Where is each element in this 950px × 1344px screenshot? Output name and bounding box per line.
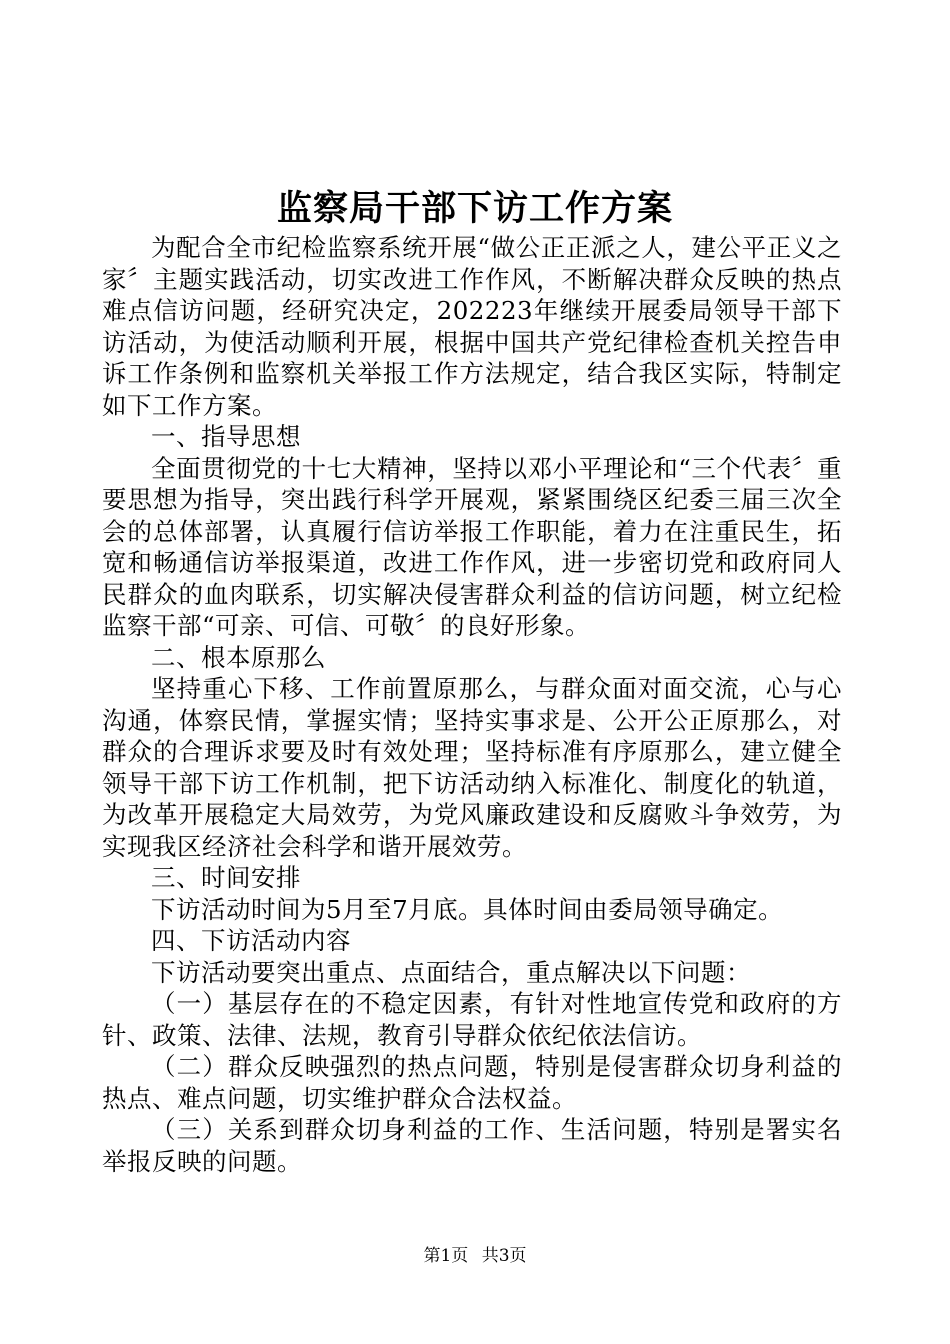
document-body	[102, 232, 842, 1177]
document-title: 监察局干部下访工作方案	[276, 188, 673, 229]
section-heading-3: 三、时间安排	[151, 863, 301, 892]
paragraph-intro: 为配合全市纪检监察系统开展“做公正正派之人，建公平正义之家〞主题实践活动，切实改进工作作风，不断解决群众反映的热点难点信访问题，经研究决定，202223年继续开展委局领导干部下访活动，为使活动顺利开展，根据中国共产党纪律检查机关控告申诉工作条例和监察机关举报工作方法规定，结合我区实际，特制定如下工作方案。	[102, 233, 842, 420]
section-heading-4: 四、下访活动内容	[151, 926, 351, 955]
paragraph-content-intro: 下访活动要突出重点、点面结合，重点解决以下问题：	[151, 957, 751, 987]
page-footer	[0, 1244, 950, 1268]
paragraph-schedule: 下访活动时间为5月至7月底。具体时间由委局领导确定。	[151, 894, 784, 924]
paragraph-principles: 坚持重心下移、工作前置原那么，与群众面对面交流，心与心沟通，体察民情，掌握实情；坚持实事求是、公开公正原那么，对群众的合理诉求要及时有效处理；坚持标准有序原那么，建立健全领导干部下访工作机制，把下访活动纳入标准化、制度化的轨道，为改革开展稳定大局效劳，为党风廉政建设和反腐败斗争效劳，为实现我区经济社会科学和谐开展效劳。	[102, 674, 842, 861]
paragraph-item-2: （二）群众反映强烈的热点问题，特别是侵害群众切身利益的热点、难点问题，切实维护群众合法权益。	[102, 1052, 842, 1113]
paragraph-item-3: （三）关系到群众切身利益的工作、生活问题，特别是署实名举报反映的问题。	[102, 1115, 842, 1176]
paragraph-item-1: （一）基层存在的不稳定因素，有针对性地宣传党和政府的方针、政策、法律、法规，教育引导群众依纪依法信访。	[102, 989, 842, 1050]
paragraph-guiding-thought: 全面贯彻党的十七大精神，坚持以邓小平理论和“三个代表〞重要思想为指导，突出践行科学开展观，紧紧围绕区纪委三届三次全会的总体部署，认真履行信访举报工作职能，着力在注重民生，拓宽和畅通信访举报渠道，改进工作作风，进一步密切党和政府同人民群众的血肉联系，切实解决侵害群众利益的信访问题，树立纪检监察干部“可亲、可信、可敬〞的良好形象。	[102, 453, 842, 640]
section-heading-1: 一、指导思想	[151, 422, 301, 451]
page-number: 第1页	[423, 1246, 469, 1266]
page-total: 共3页	[481, 1246, 527, 1266]
section-heading-2: 二、根本原那么	[151, 642, 326, 672]
